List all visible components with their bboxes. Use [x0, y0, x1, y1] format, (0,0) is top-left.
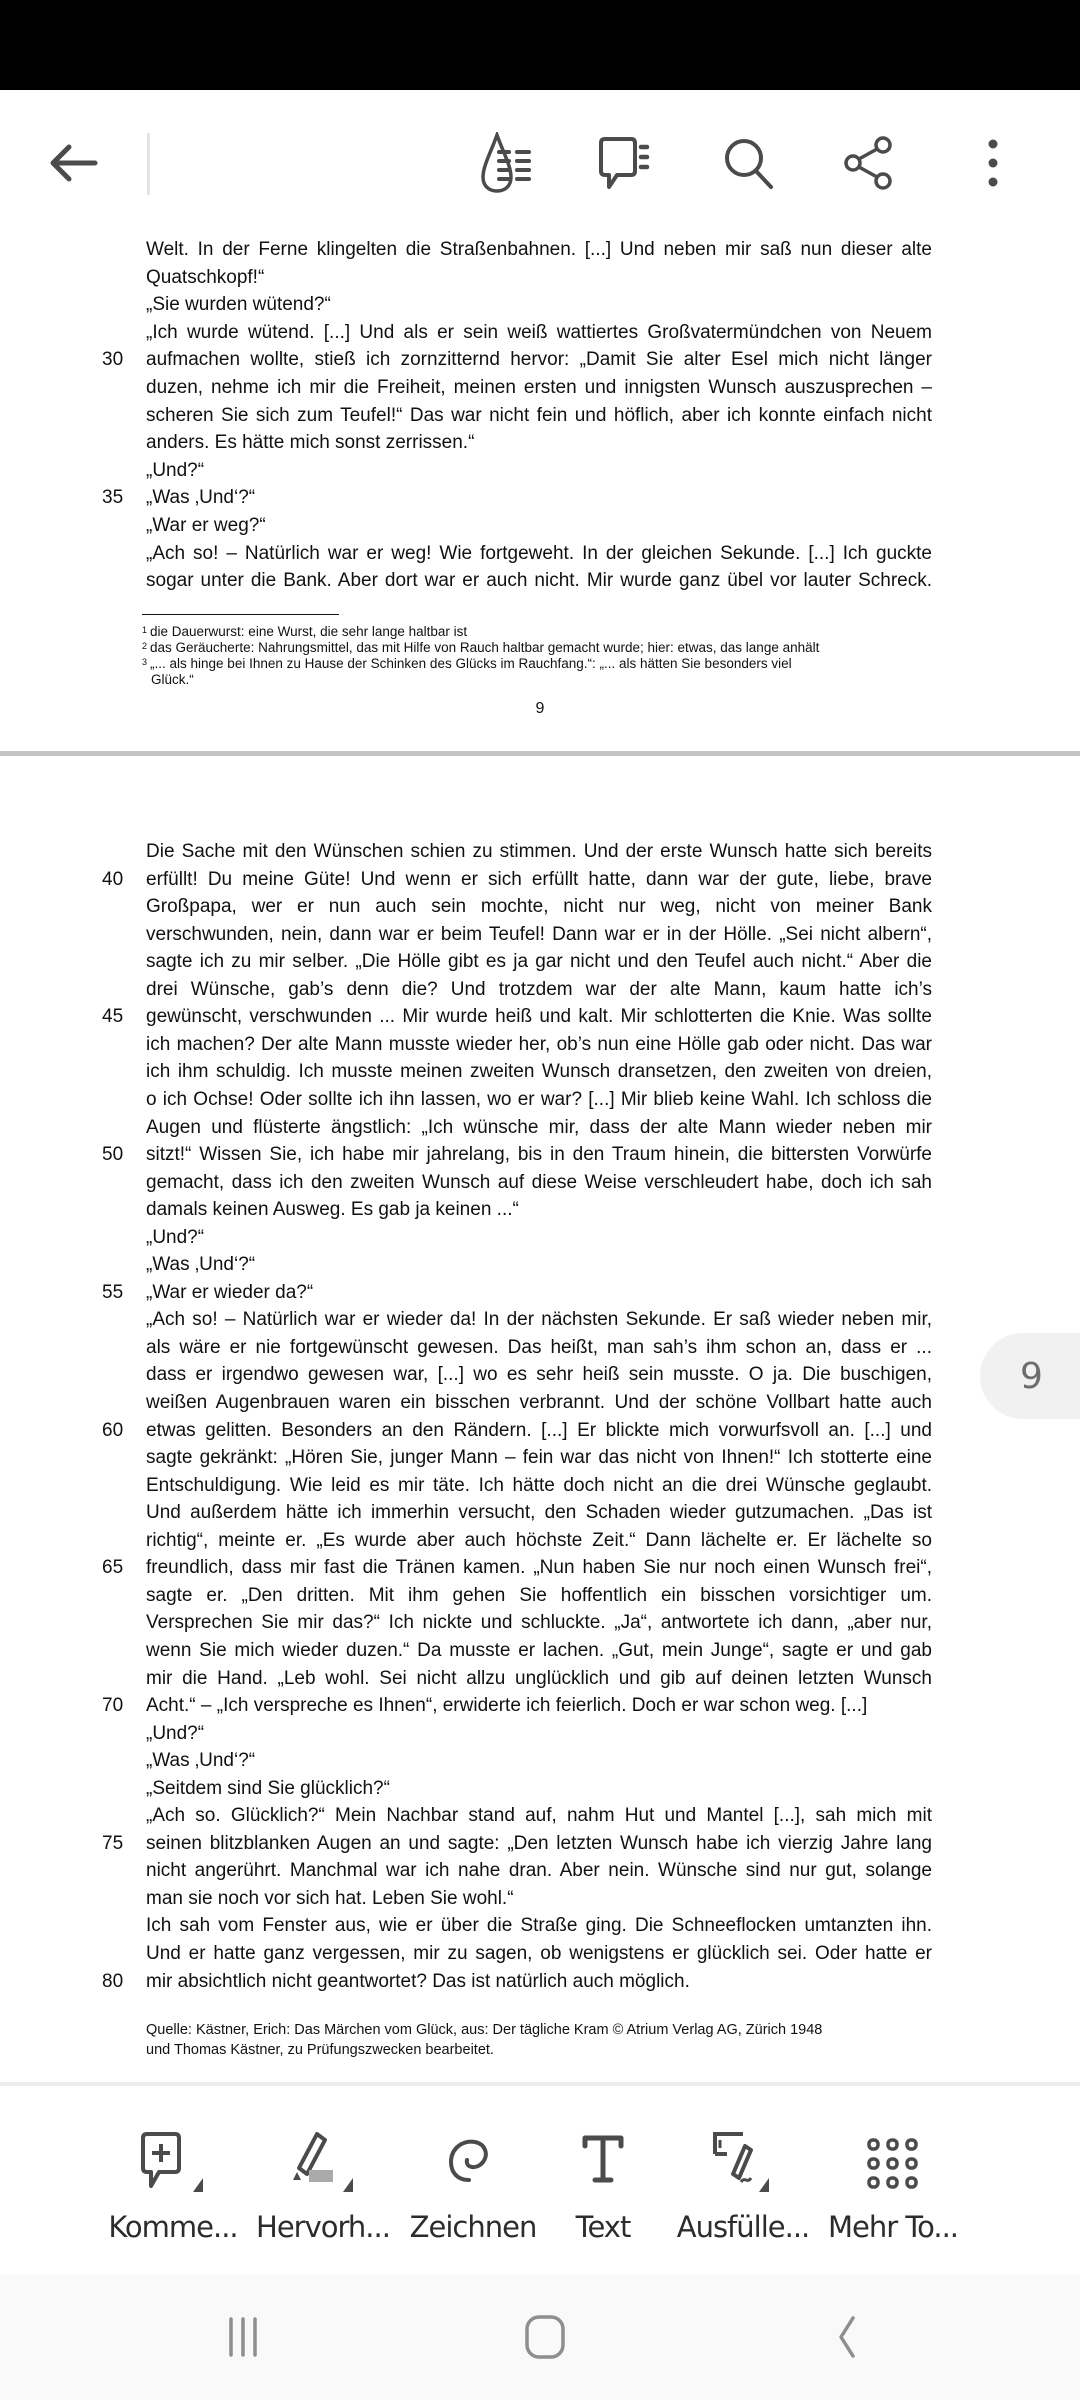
text-line: scheren Sie sich zum Teufel!“ Das war nicht fein und höflich, aber ich konnte einfach nicht	[146, 404, 932, 426]
text-line: wenn Sie mich wieder duzen.“ Da musste er lachen. „Gut, mein Junge“, sagte er und gab	[146, 1639, 932, 1661]
source-line-2: und Thomas Kästner, zu Prüfungszwecken bearbeitet.	[146, 2042, 494, 2058]
page-indicator-badge[interactable]: 9	[980, 1333, 1080, 1419]
text-line: „Seitdem sind Sie glücklich?“	[146, 1777, 390, 1799]
text-line: duzen, nehme ich mir die Freiheit, meinen ersten und innigsten Wunsch auszusprechen –	[146, 377, 932, 398]
more-tools-grid-icon	[818, 2124, 968, 2204]
text-line: sogar unter die Bank. Aber dort war er auch nicht. Mir wurde ganz übel vor lauter Schreck.	[146, 570, 932, 592]
line-number: 55	[102, 1281, 124, 1303]
text-line: o ich Ochse! Oder sollte ich ihn lassen, wo er war? [...] Mir blieb keine Wahl. Ich schloss die	[146, 1088, 932, 1110]
text-line: „War er wieder da?“	[146, 1281, 314, 1303]
text-line: verschwunden, nein, dann war er beim Teufel! Dann war er in der Hölle. „Sei nicht albern“,	[146, 923, 932, 945]
footnote-1	[142, 624, 467, 640]
text-line: „Ach so! – Natürlich war er weg! Wie fortgeweht. In der gleichen Sekunde. [...] Ich guckte	[146, 542, 932, 564]
tool-label: Komme...	[108, 2210, 238, 2244]
text-line: ich machen? Der alte Mann musste wieder her, ob’s nun eine Hölle gab oder nicht. Das war	[146, 1033, 932, 1055]
recent-apps-icon[interactable]	[198, 2302, 288, 2372]
line-number: 75	[102, 1832, 124, 1854]
text-line: Entschuldigung. Wie leid es mir täte. Ich hätte doch nicht an die drei Wünsche geglaubt.	[146, 1474, 932, 1496]
text-line: Die Sache mit den Wünschen schien zu stimmen. Und der erste Wunsch hatte sich bereits	[146, 841, 932, 862]
text-line: erfüllt! Du meine Güte! Und wenn er sich erfüllt hatte, dann war der gute, liebe, brave	[146, 868, 932, 890]
tool-more-tools[interactable]	[818, 2086, 968, 2274]
search-icon[interactable]	[714, 128, 784, 198]
text-line: Augen und flüsterte ängstlich: „Ich wünsche mir, dass der alte Mann wieder neben mir	[146, 1116, 932, 1138]
text-line: etwas gelitten. Besonders an den Rändern. [...] Er blickte mich vorwurfsvoll an. [...] und	[146, 1419, 932, 1441]
footnote-mark: 2	[142, 641, 148, 651]
text-line: seinen blitzblanken Augen an und sagte: „Den letzten Wunsch habe ich vierzig Jahre lang	[146, 1832, 932, 1854]
more-options-icon[interactable]	[958, 128, 1028, 198]
footnote-text: „... als hinge bei Ihnen zu Hause der Schinken des Glücks im Rauchfang.“: „... als hätten Sie besonders viel	[150, 656, 792, 671]
text-icon	[528, 2124, 678, 2204]
text-line: Und er hatte ganz vergessen, mir zu sagen, ob wenigstens er glücklich sei. Oder hatte er	[146, 1943, 932, 1964]
toolbar-divider	[147, 133, 150, 195]
text-line: „Sie wurden wütend?“	[146, 294, 331, 316]
pdf-page-10	[0, 756, 1080, 2082]
footnote-2	[142, 640, 819, 656]
text-line: Großpapa, wer er nun auch sein mochte, nicht nur weg, nicht von meiner Bank	[146, 896, 932, 918]
source-line-1: Quelle: Kästner, Erich: Das Märchen vom Glück, aus: Der tägliche Kram © Atrium Verlag AG, Zürich 1948	[146, 2022, 823, 2038]
share-icon[interactable]	[834, 128, 904, 198]
text-line: aufmachen wollte, stieß ich zornzitternd hervor: „Damit Sie alter Esel mich nicht länger	[146, 349, 932, 371]
text-line: ich ihm schuldig. Ich musste meinen zweiten Wunsch dransetzen, den zweiten von dreien,	[146, 1061, 932, 1083]
top-app-bar	[0, 90, 1080, 240]
footnote-3	[142, 656, 792, 672]
text-line: „Ich wurde wütend. [...] Und als er sein weiß wattiertes Großvatermündchen von Neuem	[146, 321, 932, 343]
back-nav-icon[interactable]	[800, 2302, 890, 2372]
text-line: drei Wünsche, gab’s denn die? Und trotzdem war der alte Mann, kaum hatte ich’s	[146, 978, 932, 1000]
text-line: Und außerdem hätte ich immerhin versucht, den Schaden wieder gutzumachen. „Das ist	[146, 1502, 932, 1524]
bottom-tools-bar	[0, 2086, 1080, 2274]
line-number: 60	[102, 1419, 124, 1441]
text-line: man sie noch vor sich hat. Leben Sie wohl.“	[146, 1887, 514, 1909]
footnote-3-cont	[151, 672, 194, 688]
line-number: 35	[102, 487, 124, 509]
text-line: „Und?“	[146, 1226, 205, 1248]
line-number: 80	[102, 1970, 124, 1992]
line-number: 70	[102, 1695, 124, 1717]
status-bar	[0, 0, 1080, 90]
tool-label: Hervorh...	[256, 2210, 390, 2244]
text-line: damals keinen Ausweg. Es gab ja keinen ...“	[146, 1199, 519, 1221]
system-navigation-bar	[0, 2274, 1080, 2400]
tool-draw[interactable]	[398, 2086, 548, 2274]
text-line: freundlich, dass mir fast die Tränen kamen. „Nun haben Sie nur noch einen Wunsch frei“,	[146, 1557, 932, 1579]
text-line: anders. Es hätte mich sonst zerrissen.“	[146, 432, 475, 454]
tool-highlight[interactable]	[248, 2086, 398, 2274]
fill-sign-icon	[668, 2124, 818, 2204]
tool-label: Text	[575, 2210, 631, 2244]
text-line: sagte ich zu mir selber. „Die Hölle gibt es ja gar nicht und den Teufel auch nicht.“ Aber die	[146, 951, 932, 973]
text-line: als wäre er nie fortgewünscht gewesen. Das heißt, man sah’s ihm schon an, dass er ...	[146, 1336, 932, 1358]
text-line: „War er weg?“	[146, 515, 266, 536]
text-line: „Und?“	[146, 459, 205, 481]
text-line: Ich sah vom Fenster aus, wie er über die Straße ging. Die Schneeflocken umtanzten ihn.	[146, 1915, 932, 1937]
text-line: sitzt!“ Wissen Sie, ich habe mir jahrelang, bis in den Traum hinein, die bittersten Vorwürfe	[146, 1144, 932, 1166]
tool-comment[interactable]	[98, 2086, 248, 2274]
text-line: „Was ‚Und‘?“	[146, 1750, 256, 1772]
text-line: gemacht, dass ich den zweiten Wunsch auf diese Weise verschleudert habe, doch ich sah	[146, 1171, 932, 1193]
footnote-text: das Geräucherte: Nahrungsmittel, das mit Hilfe von Rauch haltbar gemacht wurde; hier: etwas, das lange anhält	[150, 640, 820, 655]
comments-list-icon[interactable]	[594, 128, 664, 198]
text-line: mir die Hand. „Leb wohl. Sei nicht allzu unglücklich und gib auf deinen letzten Wunsch	[146, 1667, 932, 1689]
text-line: gewünscht, verschwunden ... Mir wurde heiß und kalt. Mir schlotterten die Knie. Was sollte	[146, 1006, 932, 1028]
footnote-rule	[142, 614, 339, 615]
arrow-left-icon[interactable]	[38, 128, 108, 198]
liquid-mode-icon[interactable]	[474, 128, 544, 198]
tool-label: Ausfülle...	[676, 2210, 810, 2244]
line-number: 45	[102, 1006, 124, 1028]
footnote-text: Glück.“	[151, 672, 194, 687]
text-line: „Was ‚Und‘?“	[146, 1254, 256, 1276]
tool-label: Zeichnen	[409, 2210, 537, 2244]
draw-icon	[398, 2124, 548, 2204]
add-comment-icon	[98, 2124, 248, 2204]
text-line: Welt. In der Ferne klingelten die Straßenbahnen. [...] Und neben mir saß nun dieser alte	[146, 239, 932, 260]
text-line: sagte er. „Den dritten. Mit ihm gehen Sie hoffentlich ein bisschen vorsichtiger um.	[146, 1584, 932, 1606]
text-line: mir absichtlich nicht geantwortet? Das ist natürlich auch möglich.	[146, 1970, 690, 1992]
tool-text[interactable]	[528, 2086, 678, 2274]
text-line: richtig“, meinte er. „Es wurde aber auch höchste Zeit.“ Dann lächelte er. Er lächelte so	[146, 1529, 932, 1551]
line-number: 65	[102, 1557, 124, 1579]
page-number: 9	[535, 700, 545, 717]
text-line: Quatschkopf!“	[146, 266, 265, 288]
pdf-page-9	[0, 236, 1080, 751]
text-line: „Und?“	[146, 1722, 205, 1744]
text-line: weißen Augenbrauen waren ein bisschen verbrannt. Und der schöne Vollbart hatte auch	[146, 1392, 932, 1413]
text-line: „Was ‚Und‘?“	[146, 487, 256, 509]
text-line: Acht.“ – „Ich verspreche es Ihnen“, erwiderte ich feierlich. Doch er war schon weg. [...]	[146, 1695, 868, 1717]
text-line: „Ach so! – Natürlich war er wieder da! In der nächsten Sekunde. Er saß wieder neben mir,	[146, 1309, 932, 1331]
footnote-mark: 1	[142, 625, 148, 635]
tool-label: Mehr To...	[827, 2210, 959, 2244]
text-line: dass er irgendwo gewesen war, [...] wo es sehr heiß sein musste. O ja. Die buschigen,	[146, 1364, 932, 1386]
footnote-mark: 3	[142, 657, 148, 667]
text-line: sagte gekränkt: „Hören Sie, junger Mann – fein war das nicht von Ihnen!“ Ich stotterte eine	[146, 1447, 932, 1469]
footnote-text: die Dauerwurst: eine Wurst, die sehr lange haltbar ist	[150, 624, 468, 639]
home-icon[interactable]	[500, 2302, 590, 2372]
highlighter-icon	[248, 2124, 398, 2204]
text-line: nicht angerührt. Manchmal war ich nahe dran. Aber nein. Wünsche sind nur gut, solange	[146, 1860, 932, 1882]
text-line: „Ach so. Glücklich?“ Mein Nachbar stand auf, nahm Hut und Mantel [...], sah mich mit	[146, 1805, 932, 1827]
line-number: 50	[102, 1144, 124, 1166]
line-number: 40	[102, 868, 124, 890]
text-line: Versprechen Sie mir das?“ Ich nickte und schluckte. „Ja“, antwortete ich dann, „aber nur,	[146, 1612, 932, 1634]
tool-fill-sign[interactable]	[668, 2086, 818, 2274]
line-number: 30	[102, 349, 124, 371]
